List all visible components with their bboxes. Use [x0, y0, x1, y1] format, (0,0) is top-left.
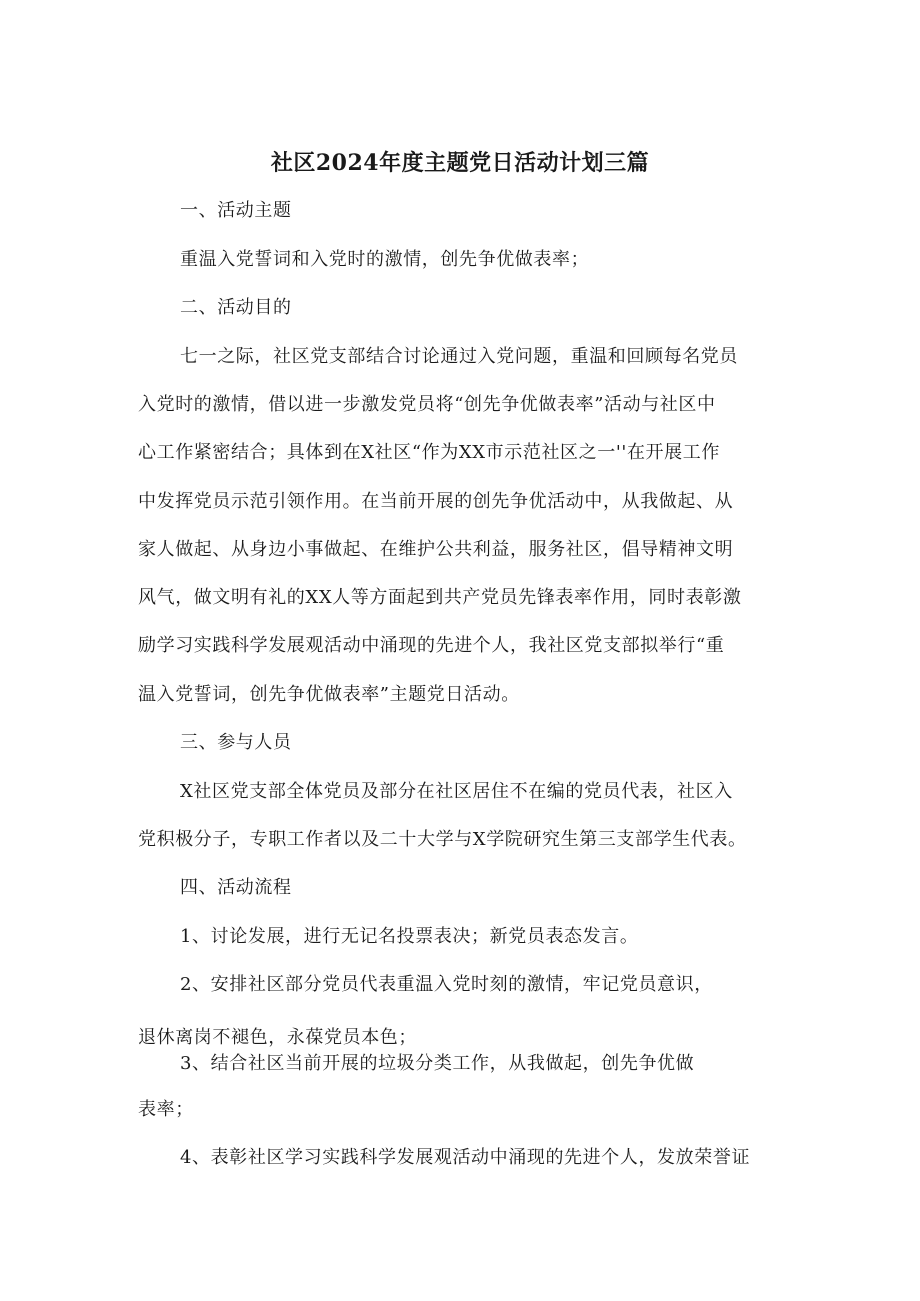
- paragraph-line: 心工作紧密结合；具体到在X社区“作为XX市示范社区之一''在开展工作: [138, 442, 720, 463]
- paragraph-line: 风气，做文明有礼的XX人等方面起到共产党员先锋表率作用，同时表彰激: [138, 587, 742, 608]
- process-item-4: 4、表彰社区学习实践科学发展观活动中涌现的先进个人，发放荣誉证: [180, 1147, 751, 1168]
- paragraph-line: 重温入党誓词和入党时的激情，创先争优做表率；: [180, 249, 590, 270]
- paragraph-line: 入党时的激情，借以进一步激发党员将“创先争优做表率”活动与社区中: [138, 394, 716, 415]
- paragraph-line: 温入党誓词，创先争优做表率”主题党日活动。: [138, 684, 520, 705]
- paragraph-line: 励学习实践科学发展观活动中涌现的先进个人，我社区党支部拟举行“重: [138, 635, 725, 656]
- process-item-1: 1、讨论发展，进行无记名投票表决；新党员表态发言。: [180, 926, 639, 947]
- section-heading-process: 四、活动流程: [180, 877, 292, 898]
- paragraph-line: 表率；: [138, 1099, 194, 1120]
- paragraph-line: 七一之际，社区党支部结合讨论通过入党问题，重温和回顾每名党员: [180, 346, 738, 367]
- paragraph-line: 中发挥党员示范引领作用。在当前开展的创先争优活动中，从我做起、从: [138, 491, 734, 512]
- process-item-3: 3、结合社区当前开展的垃圾分类工作，从我做起，创先争优做: [180, 1053, 695, 1074]
- process-item-2: 2、安排社区部分党员代表重温入党时刻的激情，牢记党员意识，: [180, 974, 713, 995]
- paragraph-line: 党积极分子，专职工作者以及二十大学与X学院研究生第三支部学生代表。: [138, 829, 747, 850]
- paragraph-line: 家人做起、从身边小事做起、在维护公共利益，服务社区，倡导精神文明: [138, 539, 734, 560]
- document-title: 社区2024年度主题党日活动计划三篇: [270, 150, 650, 176]
- paragraph-line: 退休离岗不褪色，永葆党员本色；: [138, 1027, 417, 1048]
- section-heading-purpose: 二、活动目的: [180, 297, 292, 318]
- section-heading-participants: 三、参与人员: [180, 732, 292, 753]
- section-heading-theme: 一、活动主题: [180, 200, 292, 221]
- paragraph-line: X社区党支部全体党员及部分在社区居住不在编的党员代表，社区入: [180, 781, 733, 802]
